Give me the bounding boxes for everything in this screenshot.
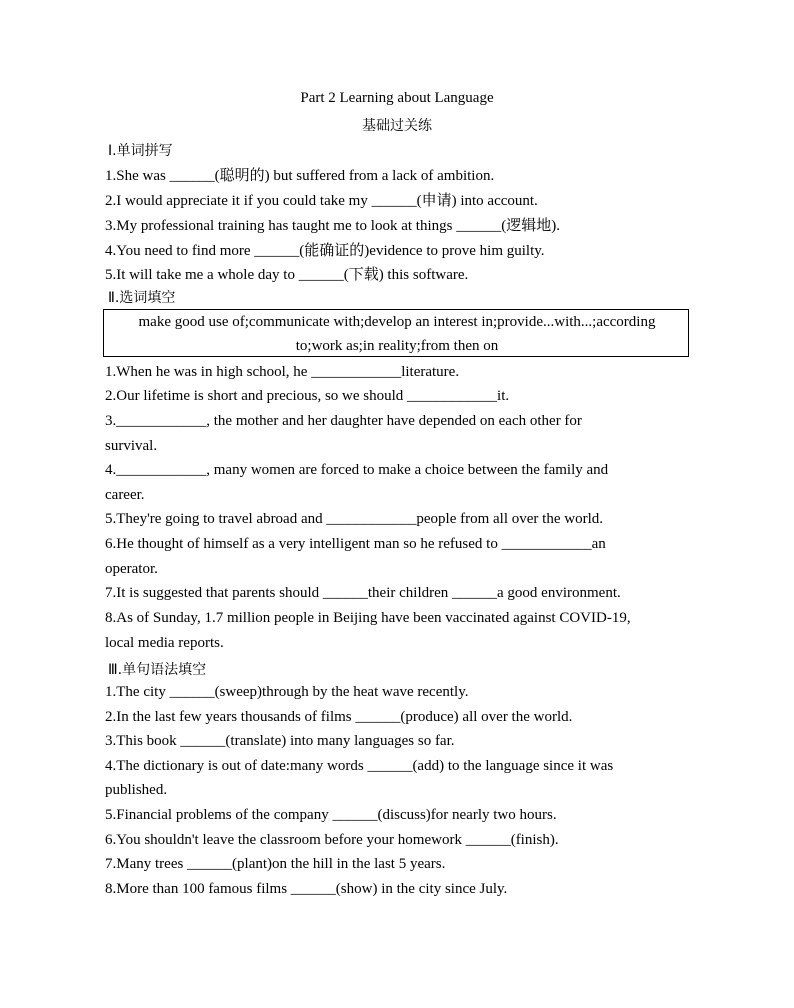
fill-in-line: 2.Our lifetime is short and precious, so we should ____________it.	[105, 388, 510, 404]
fill-in-line: 8.As of Sunday, 1.7 million people in Beijing have been vaccinated against COVID-19,	[105, 610, 631, 626]
grammar-line: 3.This book ______(translate) into many languages so far.	[105, 733, 455, 749]
page-title: Part 2 Learning about Language	[300, 90, 494, 106]
fill-in-line: 4.____________, many women are forced to make a choice between the family and	[105, 462, 609, 478]
fill-in-line: 7.It is suggested that parents should ______their children ______a good environment.	[105, 585, 621, 601]
word-bank-line: to;work as;in reality;from then on	[295, 338, 499, 354]
fill-in-line: 1.When he was in high school, he ____________literature.	[105, 364, 460, 380]
grammar-line: published.	[105, 782, 168, 798]
grammar-line: 8.More than 100 famous films ______(show) in the city since July.	[105, 881, 508, 897]
grammar-line: 2.In the last few years thousands of films ______(produce) all over the world.	[105, 709, 573, 725]
fill-in-line: operator.	[105, 561, 158, 577]
fill-in-line: career.	[105, 487, 145, 503]
section-3-heading: Ⅲ.单句语法填空	[108, 662, 207, 678]
word-bank-line: make good use of;communicate with;develop an interest in;provide...with...;according	[138, 314, 656, 330]
fill-in-line: 6.He thought of himself as a very intelligent man so he refused to ____________an	[105, 536, 606, 552]
fill-in-line: 3.____________, the mother and her daughter have depended on each other for	[105, 413, 582, 429]
word-bank-box	[103, 309, 689, 357]
fill-in-line: 5.They're going to travel abroad and ____________people from all over the world.	[105, 511, 603, 527]
spelling-item: 3.My professional training has taught me to look at things ______(逻辑地).	[105, 218, 560, 234]
fill-in-line: local media reports.	[105, 635, 224, 651]
spelling-item: 5.It will take me a whole day to ______(下载) this software.	[105, 267, 469, 283]
spelling-item: 4.You need to find more ______(能确证的)evidence to prove him guilty.	[105, 243, 545, 259]
section-1-heading: Ⅰ.单词拼写	[108, 143, 173, 159]
fill-in-line: survival.	[105, 438, 158, 454]
grammar-line: 6.You shouldn't leave the classroom before your homework ______(finish).	[105, 832, 559, 848]
section-2-heading: Ⅱ.选词填空	[108, 290, 176, 306]
spelling-item: 2.I would appreciate it if you could take my ______(申请) into account.	[105, 193, 538, 209]
grammar-line: 1.The city ______(sweep)through by the heat wave recently.	[105, 684, 469, 700]
page-subtitle: 基础过关练	[362, 118, 432, 134]
grammar-line: 7.Many trees ______(plant)on the hill in the last 5 years.	[105, 856, 446, 872]
grammar-line: 5.Financial problems of the company ______(discuss)for nearly two hours.	[105, 807, 557, 823]
spelling-item: 1.She was ______(聪明的) but suffered from a lack of ambition.	[105, 168, 495, 184]
grammar-line: 4.The dictionary is out of date:many words ______(add) to the language since it was	[105, 758, 614, 774]
